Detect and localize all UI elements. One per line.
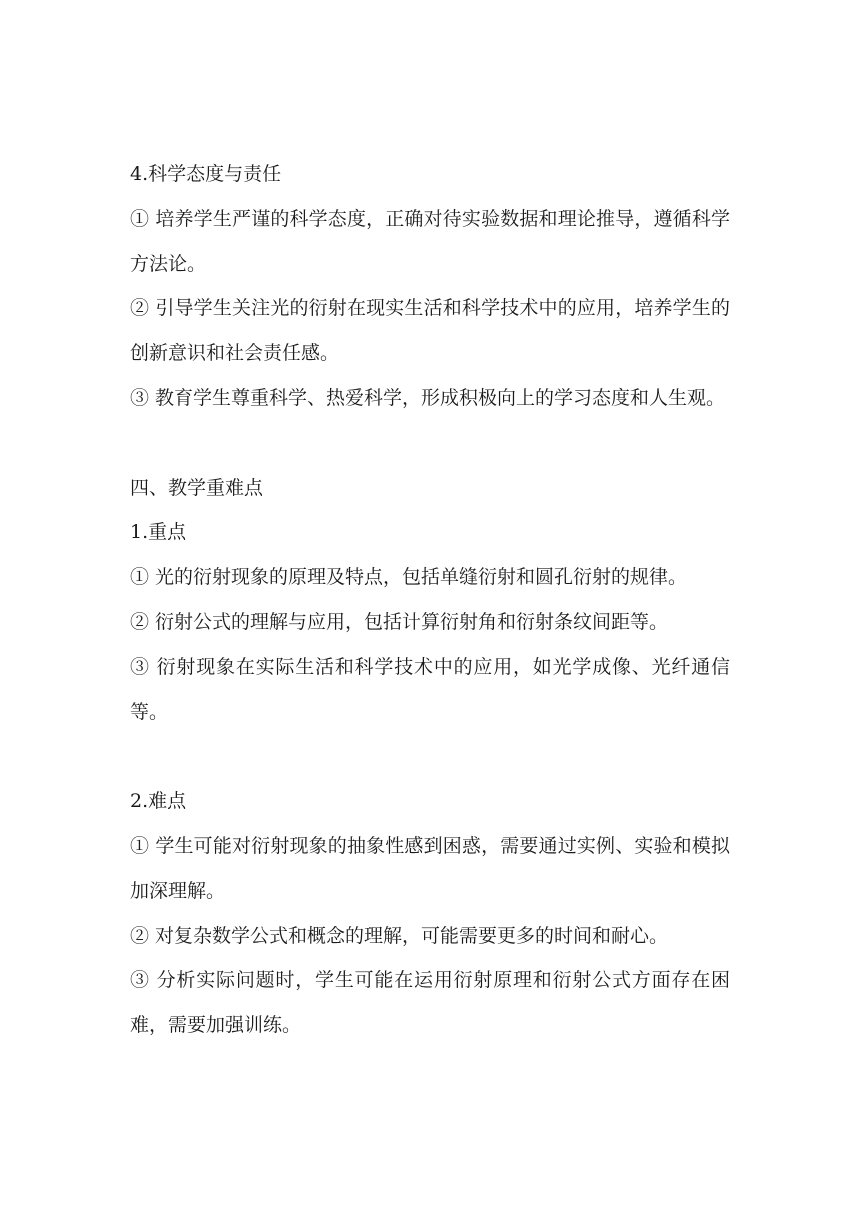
subheading-key-points: 1.重点 [130,521,187,544]
spacer [130,421,730,466]
section-heading-attitude: 4.科学态度与责任 [130,163,282,185]
list-item: ③ 分析实际问题时，学生可能在运用衍射原理和衍射公式方面存在困难，需要加强训练。 [130,969,730,1037]
list-item: ③ 衍射现象在实际生活和科学技术中的应用，如光学成像、光纤通信等。 [130,655,730,723]
document-page [130,152,730,1048]
subheading-difficulties: 2.难点 [130,790,187,813]
list-item: ③ 教育学生尊重科学、热爱科学，形成积极向上的学习态度和人生观。 [130,386,726,409]
list-item: ① 培养学生严谨的科学态度，正确对待实验数据和理论推导，遵循科学方法论。 [130,207,730,275]
list-item: ② 衍射公式的理解与应用，包括计算衍射角和衍射条纹间距等。 [130,610,669,633]
section-heading-key-difficult: 四、教学重难点 [130,476,264,499]
list-item: ① 学生可能对衍射现象的抽象性感到困惑，需要通过实例、实验和模拟加深理解。 [130,834,730,902]
list-item: ② 对复杂数学公式和概念的理解，可能需要更多的时间和耐心。 [130,924,669,947]
spacer [130,734,730,779]
list-item: ② 引导学生关注光的衍射在现实生活和科学技术中的应用，培养学生的创新意识和社会责任感。 [130,297,730,365]
list-item: ① 光的衍射现象的原理及特点，包括单缝衍射和圆孔衍射的规律。 [130,566,688,589]
